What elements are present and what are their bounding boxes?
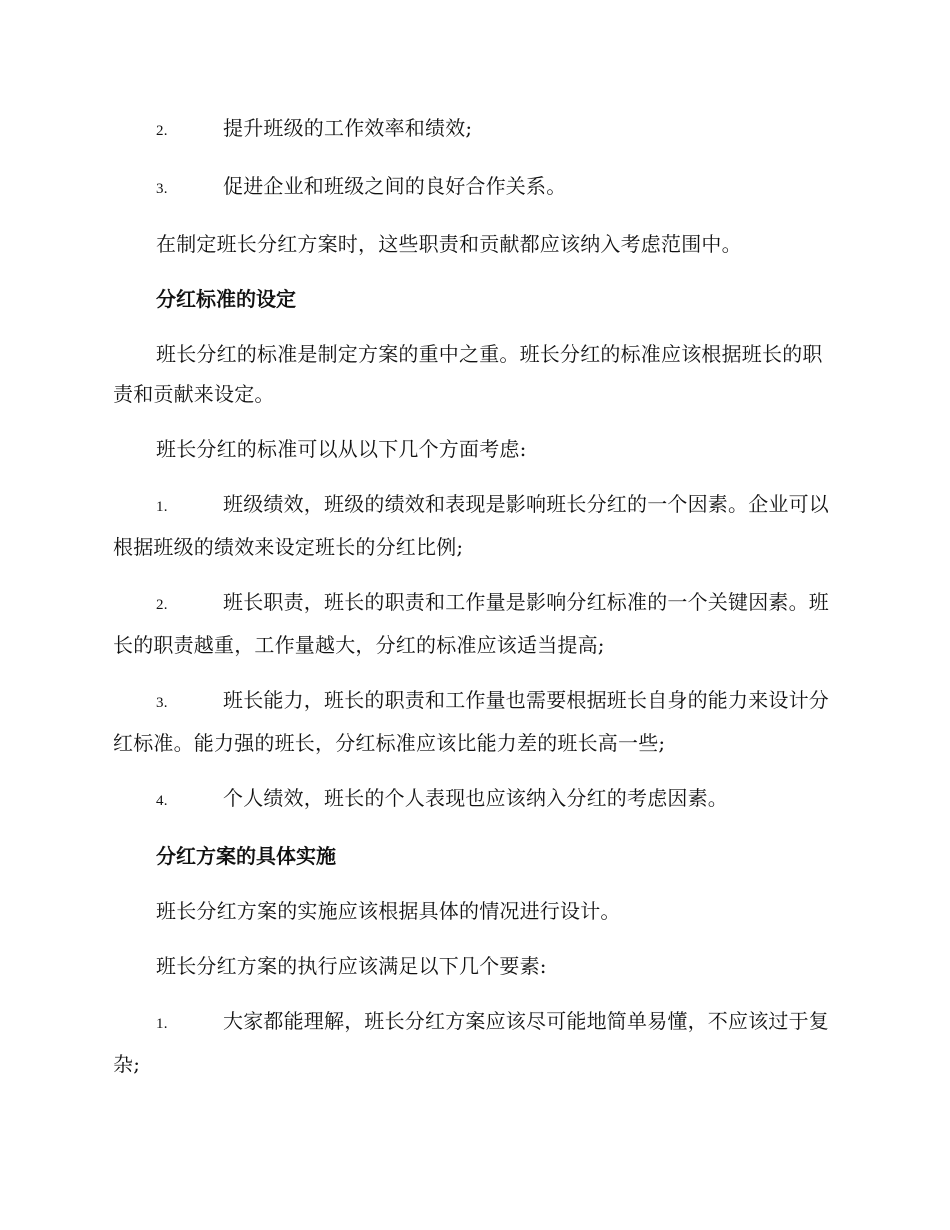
list-text: 班级绩效，班级的绩效和表现是影响班长分红的一个因素。企业可以根据班级的绩效来设定班长的分红比例; [113, 492, 829, 559]
list-text: 个人绩效，班长的个人表现也应该纳入分红的考虑因素。 [223, 786, 728, 810]
list-text: 班长职责，班长的职责和工作量是影响分红标准的一个关键因素。班长的职责越重，工作量越大，分红的标准应该适当提高; [113, 590, 829, 657]
section-heading: 分红方案的具体实施 [156, 844, 336, 868]
document-body [113, 108, 835, 1099]
list-item [113, 484, 835, 567]
list-text: 班长能力，班长的职责和工作量也需要根据班长自身的能力来设计分红标准。能力强的班长，分红标准应该比能力差的班长高一些; [113, 688, 829, 755]
list-text: 提升班级的工作效率和绩效; [223, 116, 473, 140]
list-text: 促进企业和班级之间的良好合作关系。 [223, 174, 567, 198]
list-number: 3. [156, 695, 168, 711]
list-item [113, 166, 835, 209]
list-item [113, 680, 835, 763]
list-item [113, 778, 835, 821]
list-item [113, 1001, 835, 1084]
list-number: 2. [156, 597, 168, 613]
list-number: 4. [156, 793, 168, 809]
paragraph: 班长分红的标准是制定方案的重中之重。班长分红的标准应该根据班长的职责和贡献来设定。 [113, 342, 823, 406]
list-number: 3. [156, 181, 168, 197]
section-heading: 分红标准的设定 [156, 287, 296, 311]
paragraph: 班长分红的标准可以从以下几个方面考虑: [156, 437, 527, 461]
list-item [113, 108, 835, 151]
list-number: 1. [156, 1016, 168, 1032]
list-text: 大家都能理解，班长分红方案应该尽可能地简单易懂，不应该过于复杂; [113, 1009, 829, 1076]
list-number: 1. [156, 499, 168, 515]
paragraph: 班长分红方案的执行应该满足以下几个要素: [156, 954, 547, 978]
paragraph: 班长分红方案的实施应该根据具体的情况进行设计。 [156, 899, 621, 923]
paragraph: 在制定班长分红方案时，这些职责和贡献都应该纳入考虑范围中。 [156, 232, 742, 256]
list-item [113, 582, 835, 665]
list-number: 2. [156, 123, 168, 139]
